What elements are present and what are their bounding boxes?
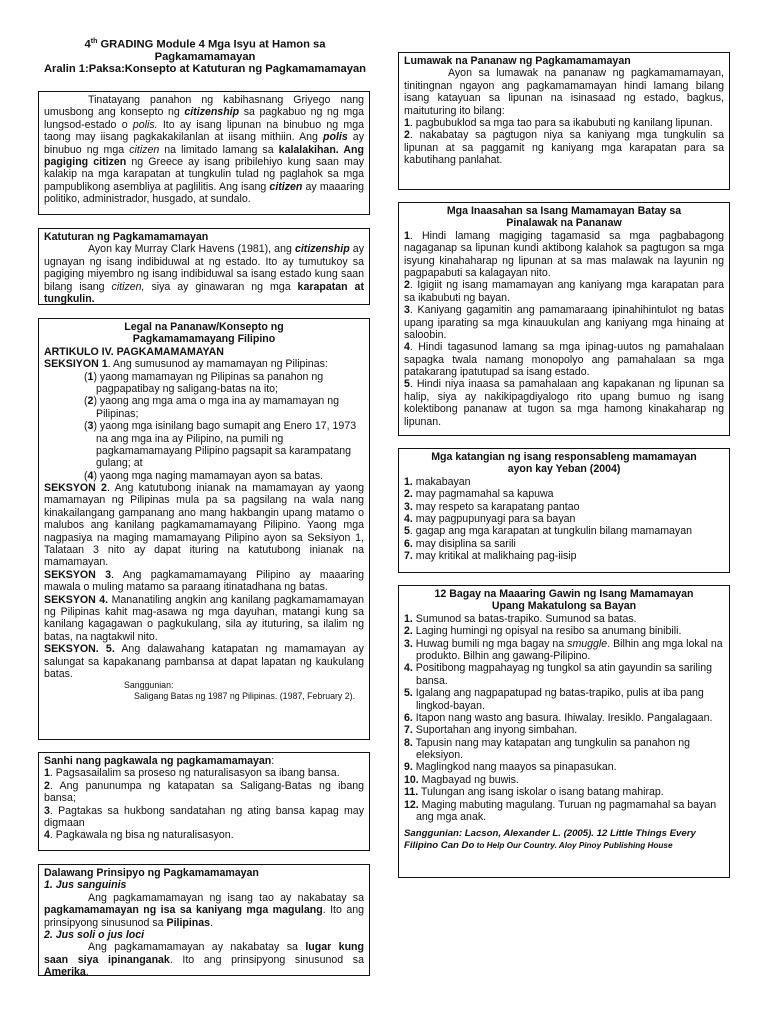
jus-soli-text: Ang pagkamamamayan ay nakabatay sa lugar kung saan siya ipinanganak. Ito ang prinsipyong sinusunod sa Amerika.: [44, 941, 364, 976]
list-item: 11. Tulungan ang isang iskolar o isang batang mahirap.: [404, 786, 664, 799]
legal-source: Sanggunian: Saligang Batas ng 1987 ng Pilipinas. (1987, February 2).: [124, 680, 356, 701]
list-item: 4. Positibong magpahayag ng tungkol sa atin gayundin sa sariling bansa.: [404, 662, 713, 687]
list-item: (3) yaong mga isinilang bago sumapit ang Enero 17, 1973 na ang mga ina ay Pilipino, na pumili ng pagkamamamayang Pilipino pagsapit sa karampatang gulang; at: [84, 420, 357, 470]
katuturan-heading: Katuturan ng Pagkamamamayan: [44, 231, 209, 243]
list-item: 2. may pagmamahal sa kapuwa: [404, 488, 554, 501]
list-item: 2. Igigiit ng isang mamamayan ang kaniyang mga karapatan para sa ikabubuti ng bayan.: [404, 279, 724, 304]
page-title: [40, 38, 370, 76]
list-item: 6. Itapon nang wasto ang basura. Ihiwalay. Iresiklo. Pangalagaan.: [404, 711, 713, 724]
list-item: (2) yaong ang mga ama o mga ina ay mamamayan ng Pilipinas;: [84, 395, 339, 420]
artikulo-heading: ARTIKULO IV. PAGKAMAMAMAYAN: [44, 345, 224, 358]
list-item: 3. may respeto sa karapatang pantao: [404, 500, 580, 513]
katangian-box: [398, 448, 730, 573]
list-item: 4. may pagpupunyagi para sa bayan: [404, 512, 576, 525]
list-item: 1. Pagsasailalim sa proseso ng naturalisasyon sa ibang bansa.: [44, 767, 340, 780]
title-text: GRADING Module 4 Mga Isyu at Hamon sa Pagkamamamayan: [97, 38, 326, 64]
list-item: 2. nakabatay sa pagtugon niya sa kaniyang mga tungkulin sa lipunan at sa paggamit ng kaniyang mga karapatan para sa kabutihang panlahat.: [404, 129, 724, 167]
list-item: 5. Hindi niya inaasa sa pamahalaan ang kapakanan ng lipunan sa halip, siya ay nakikipagdiyalogo rito upang bumuo ng isang kolektibong pananaw at tugon sa mga hamong kinakaharap ng lipunan.: [404, 378, 724, 428]
lumawak-heading: Lumawak na Pananaw ng Pagkamamamayan: [404, 55, 631, 67]
list-item: 9. Maglingkod nang maayos sa pinapasukan.: [404, 761, 617, 774]
list-item: 3. Pagtakas sa hukbong sandatahan ng ating bansa kapag may digmaan: [44, 804, 364, 829]
katuturan-paragraph: Ayon kay Murray Clark Havens (1981), ang citizenship ay ugnayan ng isang indibiduwal at ng estado. Ito ay tumutukoy sa pagiging miyembro ng isang indibiduwal sa isang estado kung saan bilang isang citizen, siya ay ginawaran ng mga karapatan at tungkulin.: [44, 243, 364, 305]
list-item: 2. Ang panunumpa ng katapatan sa Saligang-Batas ng ibang bansa;: [44, 779, 364, 805]
list-item: 6. may disiplina sa sarili: [404, 537, 516, 550]
bagay-list: [404, 613, 724, 824]
list-item: 1. Sumunod sa batas-trapiko. Sumunod sa batas.: [404, 612, 637, 625]
grade-suffix: th: [90, 38, 98, 45]
seksiyon-1: SEKSIYON 1. Ang sumusunod ay mamamayan ng Pilipinas:: [44, 358, 328, 371]
bagay-box: [398, 585, 730, 878]
inaasahan-box: [398, 202, 730, 436]
jus-soli-title: 2. Jus soli o jus loci: [44, 928, 145, 941]
list-item: 3. Huwag bumili ng mga bagay na smuggle. Bilhin ang mga lokal na produkto. Bilhin ang gawang-Pilipino.: [404, 637, 723, 662]
list-item: 10. Magbayad ng buwis.: [404, 773, 519, 786]
list-item: 8. Tapusin nang may katapatan ang tungkulin sa panahon ng eleksiyon.: [404, 736, 691, 762]
lumawak-intro: Ayon sa lumawak na pananaw ng pagkamamamayan, tinitingnan ngayon ang pagkamamamayan hindi lamang bilang isang katayuan sa lipunan na isinasaad ng estado, bagkus, maituturing ito bilang:: [404, 67, 724, 117]
list-item: 1. makabayan: [404, 475, 471, 488]
list-item: 1. pagbubuklod sa mga tao para sa ikabubuti ng kanilang lipunan.: [404, 116, 713, 129]
list-item: (4) yaong mga naging mamamayan ayon sa batas.: [84, 469, 324, 482]
lumawak-box: [398, 52, 730, 190]
katuturan-box: [38, 228, 370, 305]
intro-paragraph: Tinatayang panahon ng kabihasnang Griyego nang umusbong ang konsepto ng citizenship sa pagkabuo ng ng mga lungsod-estado o polis. Ito ay isang lipunan na binubuo ng mga taong may iisang pagkakakilanlan at iisang mithiin. Ang polis ay binubuo ng mga citizen na limitado lamang sa kalalakihan. Ang pagiging citizen ng Greece ay isang pribilehiyo kung saan may kalakip na mga karapatan at tungkulin tulad ng paglahok sa mga pampublikong asembliya at paglilitis. Ang isang citizen ay maaaring politiko, administrador, husgado, at sundalo.: [44, 94, 365, 206]
seksyon-5: SEKSYON. 5. Ang dalawahang katapatan ng mamamayan ay salungat sa kapakanang pambansa at dapat lapatan ng kaukulang batas.: [44, 643, 364, 680]
legal-heading-1: Legal na Pananaw/Konsepto ng: [124, 321, 284, 333]
sanhi-heading: Sanhi nang pagkawala ng pagkamamamayan:: [44, 755, 275, 767]
sanhi-box: [38, 752, 370, 851]
list-item: 1. Hindi lamang magiging tagamasid sa mga pagbabagong nagaganap sa lipunan kundi aktibong kalahok sa pagtugon sa mga isyung kinahaharap ng lipunan at sa mas malawak na layunin ng pagpapabuti sa kalagayan nito.: [404, 229, 724, 279]
list-item: 12. Maging mabuting magulang. Turuan ng pagmamahal sa bayan ang mga anak.: [404, 798, 717, 824]
list-item: 2. Laging humingi ng opisyal na resibo sa anumang binibili.: [404, 625, 682, 638]
legal-box: [38, 318, 370, 740]
prinsipyo-heading: Dalawang Prinsipyo ng Pagkamamamayan: [44, 867, 259, 879]
list-item: 5. gagap ang mga karapatan at tungkulin bilang mamamayan: [404, 525, 693, 538]
katangian-heading-2: ayon kay Yeban (2004): [507, 463, 621, 476]
grade-number: 4: [84, 38, 91, 51]
katangian-heading-1: Mga katangian ng isang responsableng mamamayan: [431, 451, 697, 463]
inaasahan-heading-1: Mga Inaasahan sa Isang Mamamayan Batay sa: [446, 205, 682, 217]
title-line-2: Aralin 1:Paksa:Konsepto at Katuturan ng Pagkamamamayan: [43, 63, 367, 76]
list-item: 5. Igalang ang nagpapatupad ng batas-trapiko, pulis at iba pang lingkod-bayan.: [404, 687, 704, 712]
seksiyon-1-list: [44, 371, 364, 483]
seksyon-3: SEKSYON 3. Ang pagkamamamayang Pilipino ay maaaring mawala o muling matamo sa paraang itinatadhana ng batas.: [44, 568, 365, 594]
inaasahan-heading-2: Pinalawak na Pananaw: [506, 217, 622, 230]
seksyon-4: SEKSYON 4. Mananatiling angkin ang kanilang pagkamamamayan ng Pilipinas kahit mag-asawa ng mga dayuhan, matangi kung sa kanilang kagagawan o pagkukulang, sila ay ituturing, sa ilalim ng batas, na nagtakwil nito.: [44, 593, 364, 643]
list-item: 7. may kritikal at malikhaing pag-iisip: [404, 550, 577, 563]
list-item: 7. Suportahan ang inyong simbahan.: [404, 724, 578, 737]
jus-sanguinis-title: 1. Jus sanguinis: [44, 879, 127, 892]
list-item: (1) yaong mamamayan ng Pilipinas sa panahon ng pagpapatibay ng saligang-batas na ito;: [84, 370, 324, 395]
bagay-heading-2: Upang Makatulong sa Bayan: [491, 600, 637, 613]
intro-box: [38, 91, 370, 215]
legal-heading-2: Pagkamamamayang Filipino: [132, 333, 276, 346]
list-item: 4. Pagkawala ng bisa ng naturalisasyon.: [44, 829, 234, 842]
prinsipyo-box: [38, 864, 370, 976]
list-item: 4. Hindi tagasunod lamang sa mga ipinag-uutos ng pamahalaan sapagka twala namang monopolyo ang pamahalaan sa mga patakarang ipatutupad sa isang estado.: [404, 341, 724, 379]
title-line-1: [40, 38, 370, 63]
seksyon-2: SEKSYON 2. Ang katutubong inianak na mamamayan ay yaong mamamayan ng Pilipinas mula pa sa pagsilang na wala nang kinakailangang gampanang ano mang hakbangin upang matamo o malubos ang kanilang pagkamamamayang Pilipino. Yaong mga nagpasiya na maging mamamayang Pilipino ayon sa Seksiyon 1, Talataan 3 nito ay dapat ituring na katutubong inianak na mamamayan.: [44, 482, 364, 569]
bagay-source: Sanggunian: Lacson, Alexander L. (2005). 12 Little Things Every Filipino Can Do to Help Our Country. Aloy Pinoy Publishing House: [404, 828, 696, 851]
list-item: 3. Kaniyang gagamitin ang pamamaraang ipinahihintulot ng batas upang iparating sa mga kinauukulan ang kaniyang mga hinaing at saloobin.: [404, 304, 724, 341]
bagay-heading-1: 12 Bagay na Maaaring Gawin ng Isang Mamamayan: [434, 588, 694, 600]
jus-sanguinis-text: Ang pagkamamamayan ng isang tao ay nakabatay sa pagkamamamayan ng isa sa kaniyang mga magulang. Ito ang prinsipyong sinusunod sa Pilipinas.: [44, 891, 364, 929]
